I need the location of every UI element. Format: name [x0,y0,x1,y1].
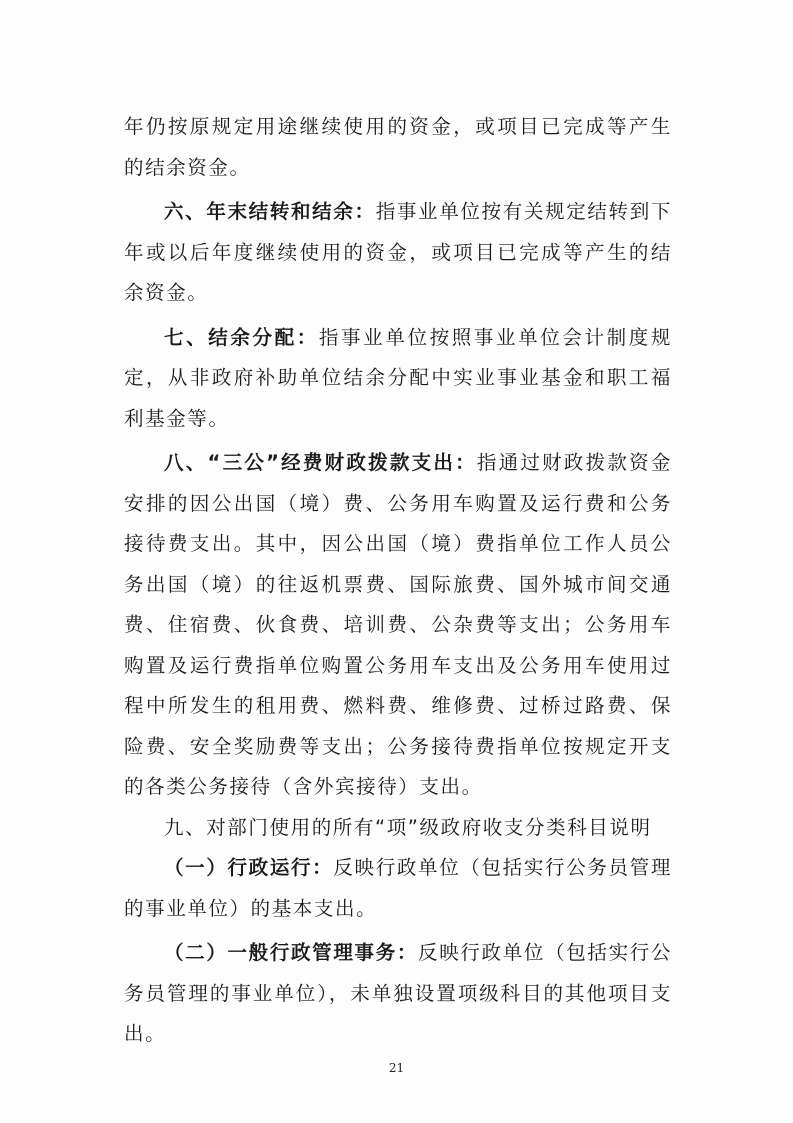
paragraph-text: 反映行政单位（包括实行公务员管理的事业单位），未单独设置项级科目的其他项目支出。 [124,941,673,1045]
paragraph-item-classification-title [124,808,672,849]
paragraph-text: 指通过财政拨款资金安排的因公出国（境）费、公务用车购置及运行费和公务接待费支出。其中，因公出国（境）费指单位工作人员公务出国（境）的往返机票费、国际旅费、国外城市间交通费、住宿费、伙食费、培训费、公杂费等支出；公务用车购置及运行费指单位购置公务用车支出及公务用车使用过程中所发生的租用费、燃料费、维修费、过桥过路费、保险费、安全奖励费等支出；公务接待费指单位按规定开支的各类公务接待（含外宾接待）支出。 [124,451,672,798]
paragraph-continuation [124,107,672,188]
paragraph-general-administration [124,933,672,1055]
paragraph-text: 指事业单位按照事业单位会计制度规定，从非政府补助单位结余分配中实业事业基金和职工福利基金等。 [124,325,672,430]
paragraph-heading: 六、年末结转和结余： [164,200,376,223]
paragraph-heading: 七、结余分配： [164,325,319,349]
paragraph-surplus-distribution [124,318,672,440]
paragraph-three-public-expenses [124,443,672,808]
paragraph-heading: （二）一般行政管理事务： [164,941,419,964]
page-number: 21 [388,1061,405,1075]
paragraph-administrative-operation [124,848,672,929]
paragraph-text: 年仍按原规定用途继续使用的资金，或项目已完成等产生的结余资金。 [124,115,672,179]
document-body [124,107,672,1055]
paragraph-heading: （一）行政运行： [164,856,334,879]
paragraph-year-end-carryover [124,192,672,314]
paragraph-text: 九、对部门使用的所有“项”级政府收支分类科目说明 [164,815,652,839]
paragraph-text: 反映行政单位（包括实行公务员管理的事业单位）的基本支出。 [124,856,672,920]
paragraph-heading: 八、“三公”经费财政拨款支出： [164,451,477,474]
paragraph-text: 指事业单位按有关规定结转到下年或以后年度继续使用的资金，或项目已完成等产生的结余资金。 [124,200,672,304]
